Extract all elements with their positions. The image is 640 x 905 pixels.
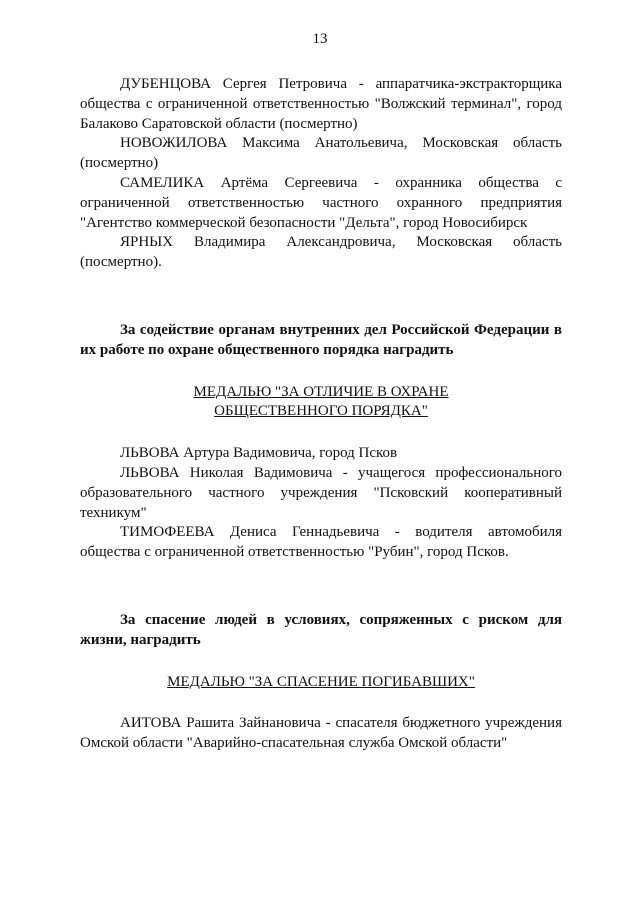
award-entry: ЛЬВОВА Артура Вадимовича, город Псков [120, 445, 398, 462]
section-heading: За содействие органам внутренних дел Российской Федерации в их работе по охране общественного порядка наградить [80, 321, 562, 358]
medal-title-line: МЕДАЛЬЮ "ЗА СПАСЕНИЕ ПОГИБАВШИХ" [167, 673, 475, 690]
award-entry: САМЕЛИКА Артёма Сергеевича - охранника общества с ограниченной ответственностью частного охранного предприятия "Агентство коммерческой безопасности "Дельта", город Новосибирск [80, 174, 562, 231]
award-entry: НОВОЖИЛОВА Максима Анатольевича, Московская область (посмертно) [80, 135, 562, 172]
award-entry: ТИМОФЕЕВА Дениса Геннадьевича - водителя автомобиля общества с ограниченной ответственностью "Рубин", город Псков. [80, 524, 562, 561]
page-number: 13 [312, 31, 328, 47]
section-heading: За спасение людей в условиях, сопряженных с риском для жизни, наградить [80, 611, 562, 648]
award-entry: АИТОВА Рашита Зайнановича - спасателя бюджетного учреждения Омской области "Аварийно-спасательная служба Омской области" [80, 715, 562, 752]
award-entry: ДУБЕНЦОВА Сергея Петровича - аппаратчика-экстракторщика общества с ограниченной ответственностью "Волжский терминал", город Балаково Саратовской области (посмертно) [80, 76, 562, 132]
medal-title-line: ОБЩЕСТВЕННОГО ПОРЯДКА" [214, 403, 428, 420]
medal-title-line: МЕДАЛЬЮ "ЗА ОТЛИЧИЕ В ОХРАНЕ [193, 383, 449, 400]
award-entry: ЛЬВОВА Николая Вадимовича - учащегося профессионального образовательного частного учреждения "Псковский кооперативный техникум" [80, 464, 562, 521]
document-body [80, 75, 562, 754]
award-entry: ЯРНЫХ Владимира Александровича, Московская область (посмертно). [80, 234, 562, 271]
